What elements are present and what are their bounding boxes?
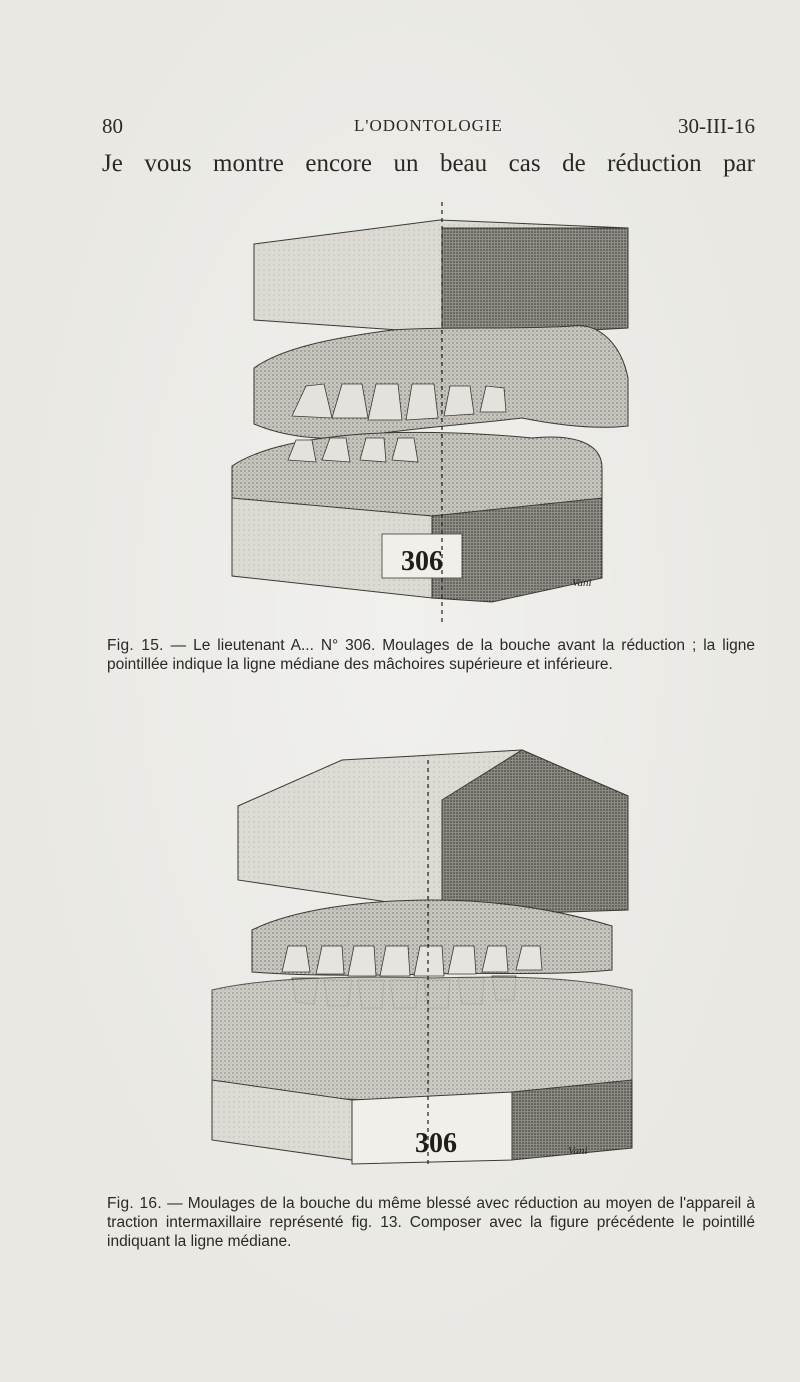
body-text-line: Je vous montre encore un beau cas de réduction par <box>102 150 755 177</box>
figure-16-illustration <box>192 740 652 1168</box>
dental-cast-drawing <box>192 740 652 1168</box>
dental-cast-drawing <box>192 198 652 626</box>
engraver-signature: Vani <box>572 577 592 589</box>
figure-16-label: Fig. 16. <box>107 1195 162 1212</box>
figure-15-label: Fig. 15. <box>107 637 164 654</box>
issue-date: 30-III-16 <box>678 114 755 138</box>
figure-15-caption <box>107 636 755 674</box>
page-number: 80 <box>102 114 123 138</box>
block-number-label: 306 <box>415 1128 457 1159</box>
engraver-signature: Vani <box>568 1145 588 1157</box>
journal-title: L'ODONTOLOGIE <box>354 116 503 135</box>
block-number-label: 306 <box>401 546 443 577</box>
figure-16-caption-text: — Moulages de la bouche du même blessé avec réduction au moyen de l'appareil à traction intermaxillaire représenté fig. 13. Composer avec la figure précédente le pointillé indiquant la ligne médiane. <box>107 1195 755 1250</box>
running-head <box>102 114 755 144</box>
figure-16-caption <box>107 1194 755 1251</box>
figure-15-caption-text: — Le lieutenant A... N° 306. Moulages de la bouche avant la réduction ; la ligne pointillée indique la ligne médiane des mâchoires supérieure et inférieure. <box>107 637 755 673</box>
figure-15-illustration <box>192 198 652 626</box>
